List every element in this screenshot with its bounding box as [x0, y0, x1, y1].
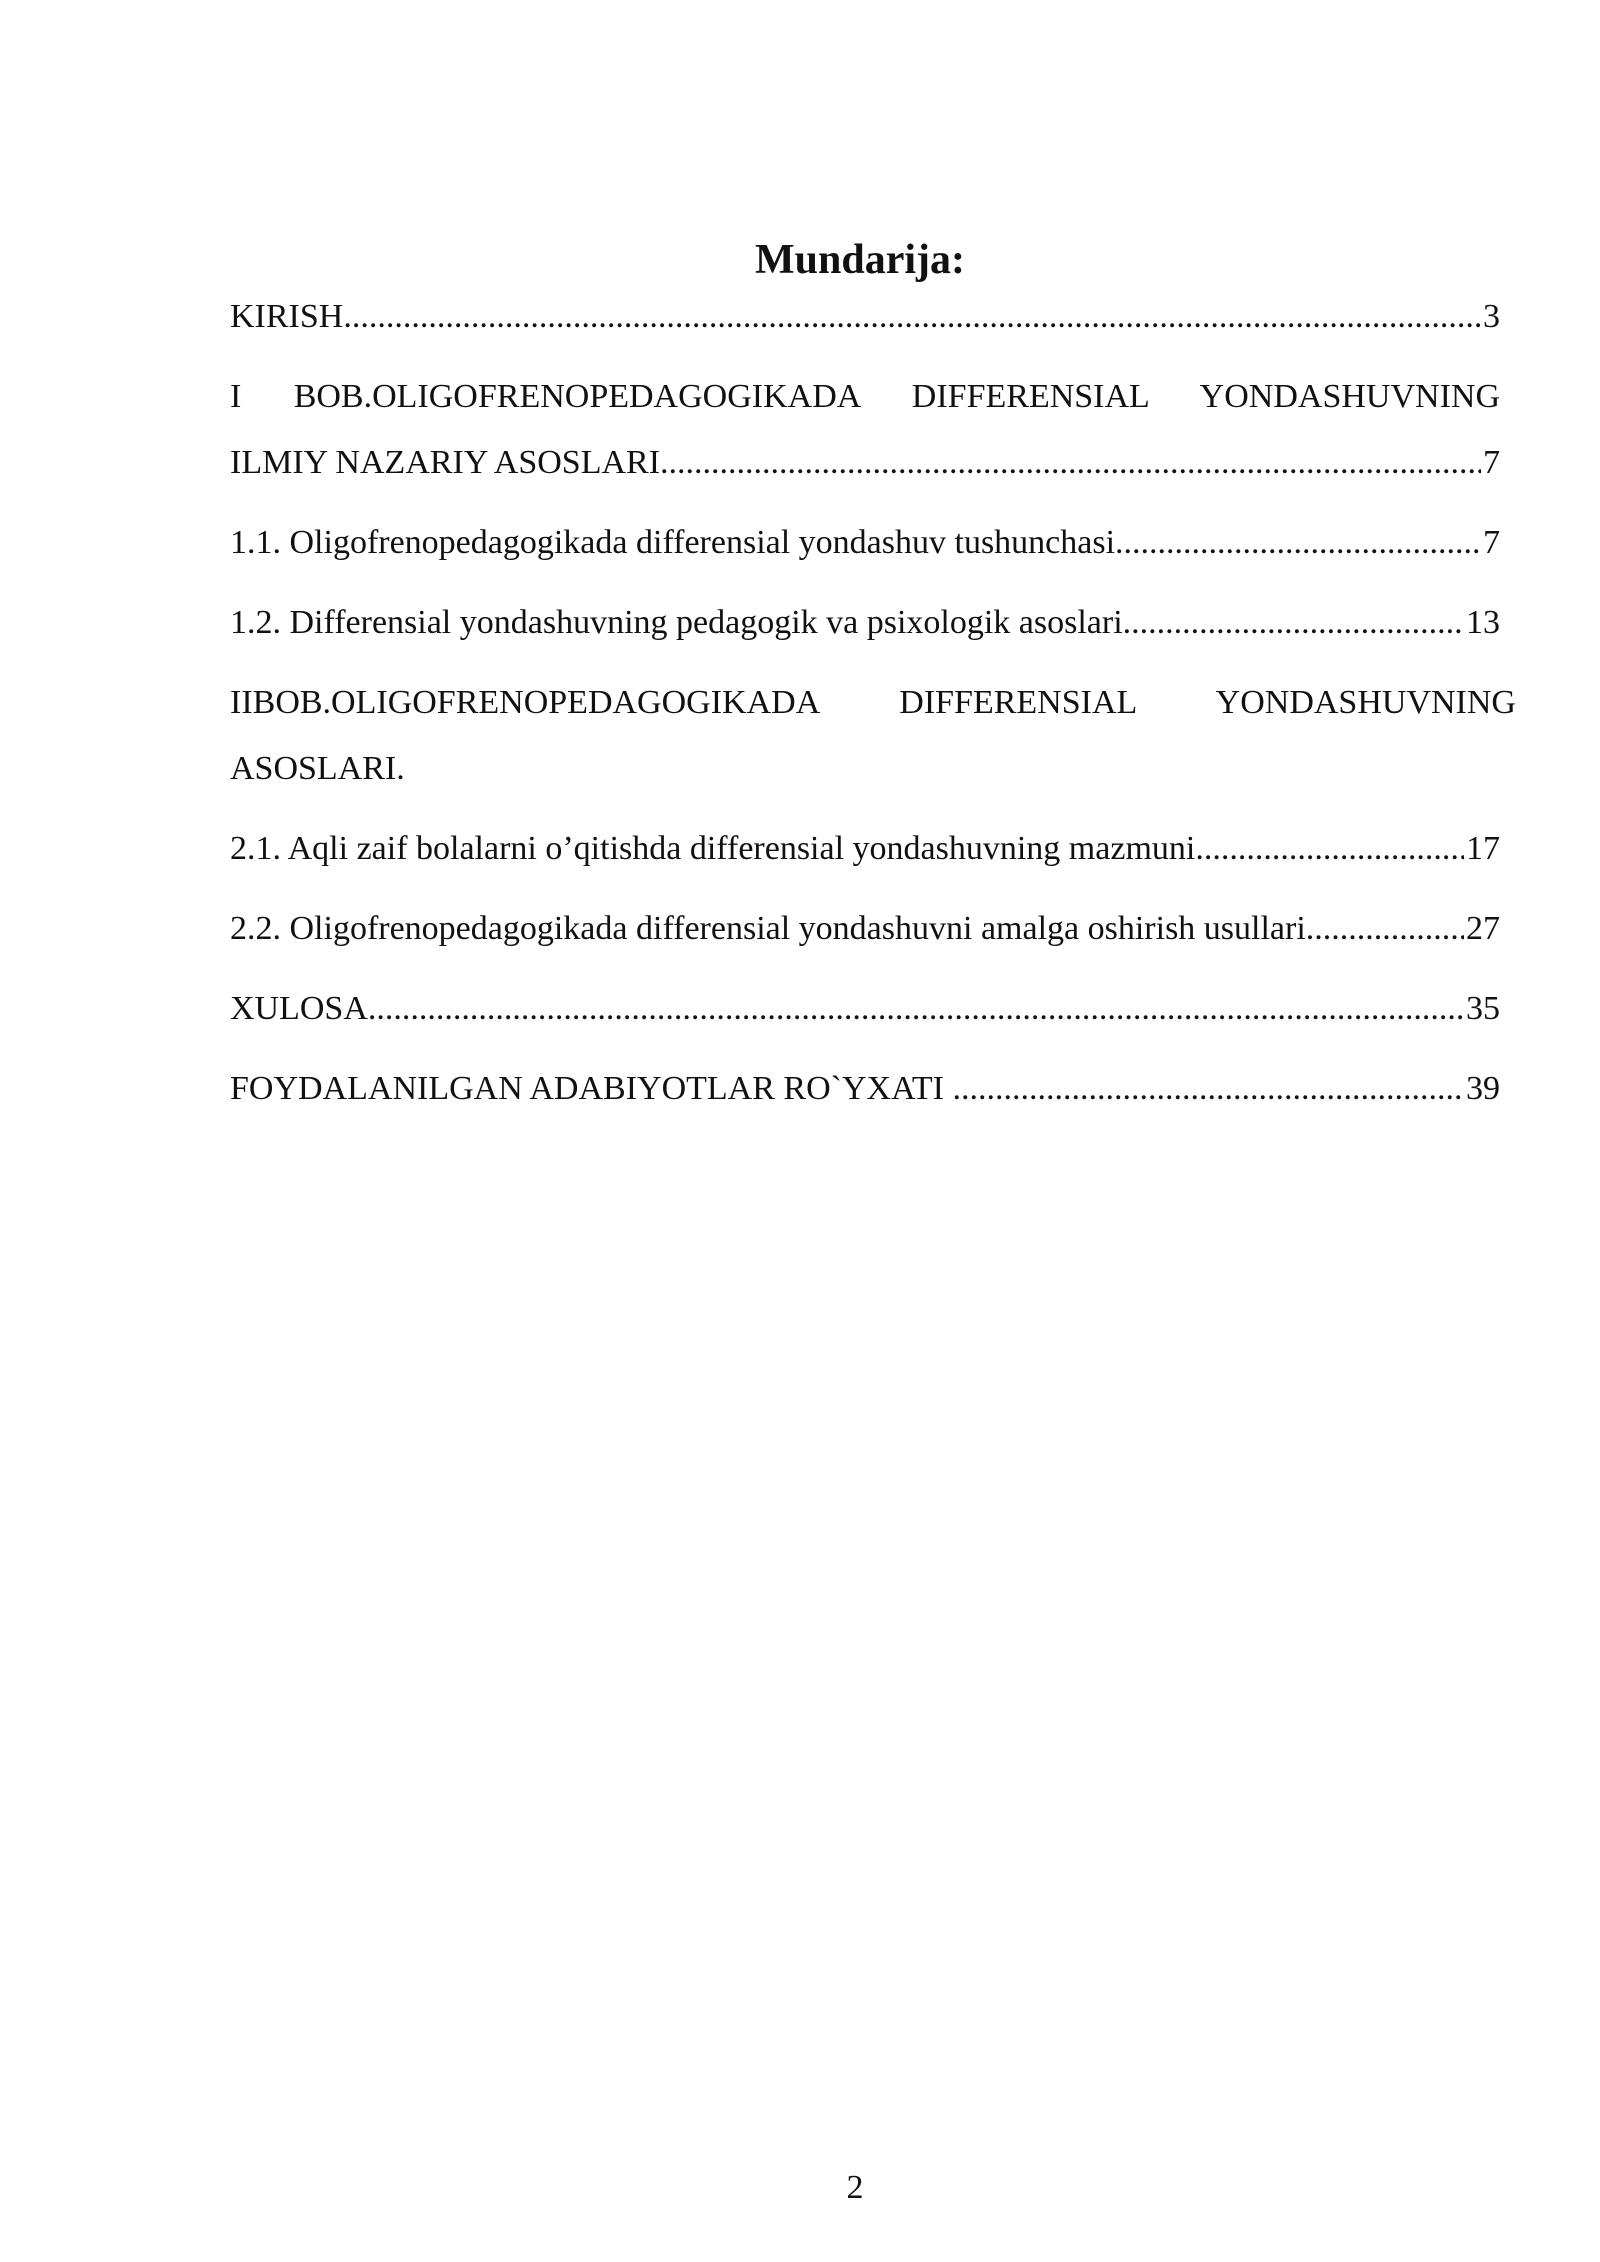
page-number: 2: [846, 2169, 864, 2206]
toc-entry-title: 2.2. Oligofrenopedagogikada differensial yondashuvni amalga oshirish usullari: [230, 896, 1306, 962]
toc-line: IIBOB.OLIGOFRENOPEDAGOGIKADA DIFFERENSIAL YONDASHUVNING: [230, 684, 1516, 721]
dot-leader: [660, 430, 1481, 496]
toc-line: [230, 736, 1500, 802]
toc-entry-section-1-1[interactable]: [230, 510, 1500, 576]
toc-page-number: 27: [1466, 910, 1500, 947]
toc-line: [230, 816, 1500, 882]
toc-line: [230, 430, 1500, 496]
toc-line: [230, 1056, 1500, 1122]
toc-line: [230, 590, 1500, 656]
toc-page-number: 35: [1466, 990, 1500, 1027]
toc-page-number: 7: [1483, 444, 1500, 481]
toc-line: [230, 976, 1500, 1042]
toc-entry-title: XULOSA: [230, 976, 368, 1042]
toc-entry-chapter-1[interactable]: [230, 364, 1500, 496]
toc-entry-references[interactable]: [230, 1056, 1500, 1122]
table-of-contents: [230, 284, 1516, 1136]
toc-entry-xulosa[interactable]: [230, 976, 1500, 1042]
dot-leader: [1115, 510, 1481, 576]
toc-entry-section-2-1[interactable]: [230, 816, 1500, 882]
toc-entry-title: KIRISH: [230, 284, 343, 350]
toc-entry-title: 1.1. Oligofrenopedagogikada differensial yondashuv tushunchasi: [230, 510, 1115, 576]
dot-leader: [368, 976, 1464, 1042]
toc-entry-kirish[interactable]: [230, 284, 1500, 350]
toc-line: I BOB.OLIGOFRENOPEDAGOGIKADA DIFFERENSIAL YONDASHUVNING: [230, 378, 1500, 415]
dot-leader: [343, 284, 1481, 350]
toc-page-number: 13: [1466, 604, 1500, 641]
toc-page-number: 39: [1466, 1070, 1500, 1107]
toc-title: Mundarija:: [755, 237, 965, 283]
toc-entry-title: 2.1. Aqli zaif bolalarni o’qitishda differensial yondashuvning mazmuni: [230, 816, 1195, 882]
dot-leader: [1306, 896, 1464, 962]
toc-entry-title: ASOSLARI.: [230, 750, 405, 787]
toc-page-number: 17: [1466, 830, 1500, 867]
toc-entry-title: FOYDALANILGAN ADABIYOTLAR RO`YXATI: [230, 1056, 952, 1122]
toc-entry-chapter-2[interactable]: [230, 670, 1516, 802]
toc-entry-title: 1.2. Differensial yondashuvning pedagogik va psixologik asoslari: [230, 590, 1123, 656]
toc-line: [230, 284, 1500, 350]
toc-entry-title: ILMIY NAZARIY ASOSLARI: [230, 430, 660, 496]
toc-line: [230, 510, 1500, 576]
toc-line: [230, 896, 1500, 962]
toc-page-number: 3: [1483, 298, 1500, 335]
dot-leader: [1195, 816, 1464, 882]
dot-leader: [1123, 590, 1464, 656]
toc-entry-section-2-2[interactable]: [230, 896, 1500, 962]
toc-page-number: 7: [1483, 524, 1500, 561]
dot-leader: [952, 1056, 1464, 1122]
toc-entry-section-1-2[interactable]: [230, 590, 1500, 656]
